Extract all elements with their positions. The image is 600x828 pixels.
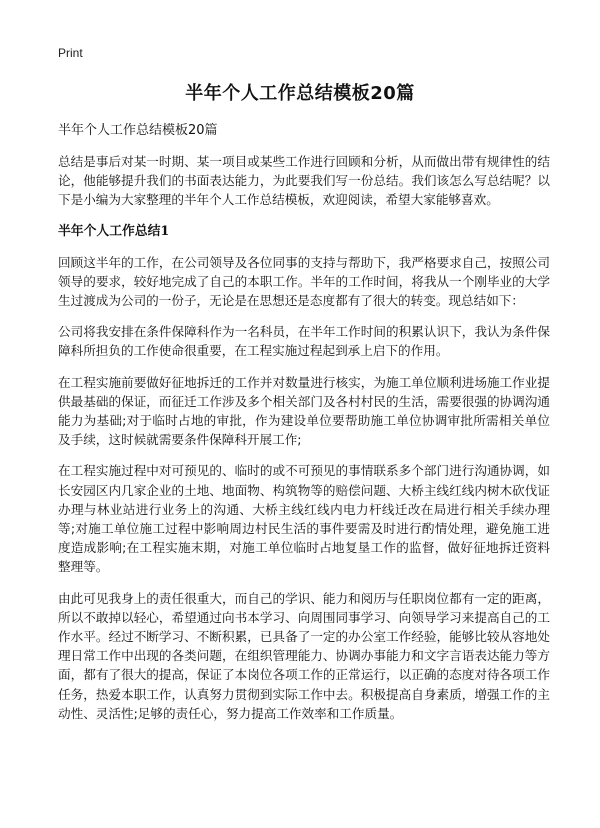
body-paragraph: 公司将我安排在条件保障科作为一名科员，在半年工作时间的积累认识下，我认为条件保障科所担负的工作使命很重要，在工程实施过程起到承上启下的作用。 <box>58 324 550 359</box>
body-paragraph: 在工程实施过程中对可预见的、临时的或不可预见的事情联系多个部门进行沟通协调，如长安园区内几家企业的土地、地面物、构筑物等的赔偿问题、大桥主线红线内树木砍伐证办理与林业站进行业务上的沟通、大桥主线红线内电力杆线迁改在局进行相关手续办理等;对施工单位施工过程中影响周边村民生活的事件要需及时进行酌情处理，避免施工进度造成影响;在工程实施末期，对施工单位临时占地复垦工作的监督，做好征地拆迁资料整理等。 <box>58 463 550 575</box>
page-title: 半年个人工作总结模板20篇 <box>185 83 415 104</box>
print-link[interactable]: Print <box>58 46 83 60</box>
body-paragraph: 回顾这半年的工作，在公司领导及各位同事的支持与帮助下，我严格要求自己，按照公司领导的要求，较好地完成了自己的本职工作。半年的工作时间，将我从一个刚毕业的大学生过渡成为公司的一份子，无论是在思想还是态度都有了很大的转变。现总结如下： <box>58 254 550 309</box>
body-paragraph: 由此可见我身上的责任很重大，而自己的学识、能力和阅历与任职岗位都有一定的距离，所以不敢掉以轻心，希望通过向书本学习、向周围同事学习、向领导学习来提高自己的工作水平。经过不断学习、不断积累，已具备了一定的办公室工作经验，能够比较从容地处理日常工作中出现的各类问题，在组织管理能力、协调办事能力和文字言语表达能力等方面，都有了很大的提高，保证了本岗位各项工作的正常运行，以正确的态度对待各项工作任务，热爱本职工作，认真努力贯彻到实际工作中去。积极提高自身素质，增强工作的主动性、灵活性;足够的责任心，努力提高工作效率和工作质量。 <box>58 590 550 721</box>
body-paragraph: 在工程实施前要做好征地拆迁的工作并对数量进行核实，为施工单位顺利进场施工作业提供最基础的保证，而征迁工作涉及多个相关部门及各村村民的生活，需要很强的协调沟通能力为基础;对于临时占地的审批，作为建设单位要帮助施工单位协调审批所需相关单位及手续，这时候就需要条件保障科开展工作; <box>58 374 550 448</box>
section-heading: 半年个人工作总结1 <box>58 223 170 239</box>
document-body <box>58 121 550 735</box>
intro-paragraph: 总结是事后对某一时期、某一项目或某些工作进行回顾和分析，从而做出带有规律性的结论，他能够提升我们的书面表达能力，为此要我们写一份总结。我们该怎么写总结呢？以下是小编为大家整理的半年个人工作总结模板，欢迎阅读，希望大家能够喜欢。 <box>58 154 550 208</box>
document-subtitle: 半年个人工作总结模板20篇 <box>58 123 218 138</box>
